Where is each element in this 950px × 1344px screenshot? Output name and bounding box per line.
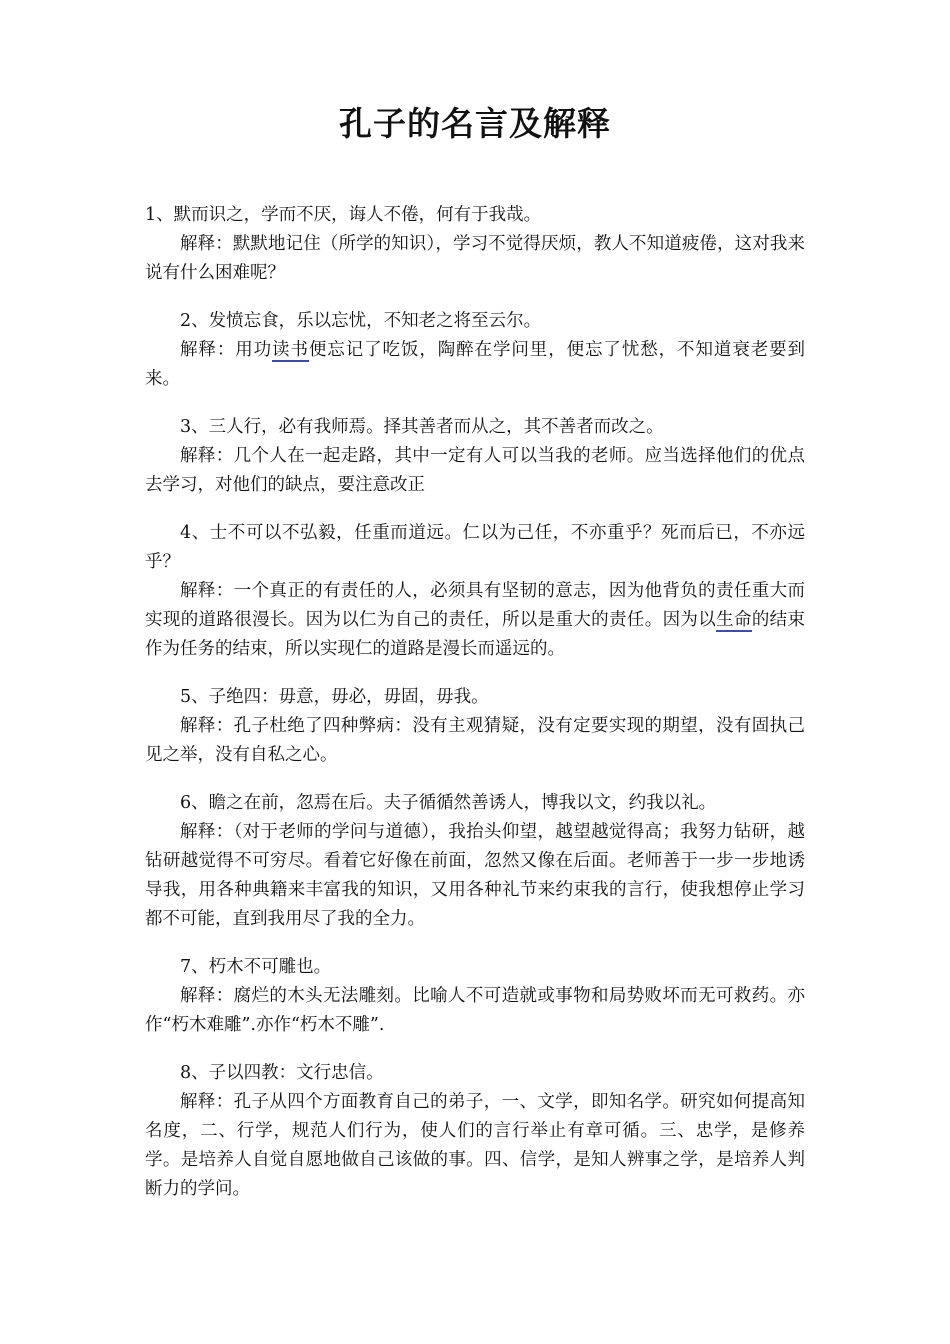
keyword-link-shengming[interactable]: 生命 <box>716 610 752 630</box>
explanation-part: 解释：用功 <box>180 340 273 360</box>
quote-entry-5 <box>145 683 805 770</box>
explanation-text: 解释：几个人在一起走路，其中一定有人可以当我的老师。应当选择他们的优点去学习，对他们的缺点，要注意改正 <box>145 446 805 495</box>
quote-entry-1 <box>145 201 805 288</box>
quote-text: 6、瞻之在前，忽焉在后。夫子循循然善诱人，博我以文，约我以礼。 <box>180 793 717 813</box>
quote-entry-8 <box>145 1059 805 1204</box>
quote-text: 4、士不可以不弘毅，任重而道远。仁以为己任，不亦重乎？死而后已，不亦远乎？ <box>145 523 805 572</box>
quote-entry-3 <box>145 413 805 500</box>
explanation-part: 的结束作为任务的结束，所以实现仁的道路是漫长而遥远的。 <box>145 610 806 659</box>
quote-text: 2、发愤忘食，乐以忘忧，不知老之将至云尔。 <box>180 311 542 331</box>
explanation-text <box>145 577 805 664</box>
explanation-part: 解释：一个真正的有责任的人，必须具有坚韧的意志，因为他背负的责任重大而实现的道路很漫长。因为以仁为自己的责任，所以是重大的责任。因为以 <box>145 581 805 630</box>
quote-text: 5、子绝四：毋意，毋必，毋固，毋我。 <box>180 687 489 707</box>
keyword-link-dushu[interactable]: 读书 <box>272 340 309 360</box>
quote-text: 7、朽木不可雕也。 <box>180 957 332 977</box>
quote-entry-4 <box>145 519 805 664</box>
explanation-text: 解释：默默地记住（所学的知识），学习不觉得厌烦，教人不知道疲倦，这对我来说有什么困难呢？ <box>145 234 805 283</box>
explanation-part: 便忘记了吃饭，陶醉在学问里，便忘了忧愁，不知道衰老要到来。 <box>145 340 806 389</box>
explanation-text: 解释：孔子杜绝了四种弊病：没有主观猜疑，没有定要实现的期望，没有固执己见之举，没有自私之心。 <box>145 716 805 765</box>
quote-text: 1、默而识之，学而不厌，诲人不倦，何有于我哉。 <box>145 205 542 225</box>
page-title: 孔子的名言及解释 <box>339 104 611 143</box>
explanation-text: 解释：腐烂的木头无法雕刻。比喻人不可造就或事物和局势败坏而无可救药。亦作“朽木难雕”.亦作“朽木不雕”. <box>145 986 805 1035</box>
explanation-text <box>145 336 805 394</box>
quote-text: 3、三人行，必有我师焉。择其善者而从之，其不善者而改之。 <box>180 417 664 437</box>
quote-entry-6 <box>145 789 805 934</box>
quotes-list <box>145 201 805 1223</box>
explanation-text: 解释：（对于老师的学问与道德），我抬头仰望，越望越觉得高；我努力钻研，越钻研越觉得不可穷尽。看着它好像在前面，忽然又像在后面。老师善于一步一步地诱导我，用各种典籍来丰富我的知识，又用各种礼节来约束我的言行，使我想停止学习都不可能，直到我用尽了我的全力。 <box>145 822 805 929</box>
quote-text: 8、子以四教：文行忠信。 <box>180 1063 384 1083</box>
quote-entry-2 <box>145 307 805 394</box>
explanation-text: 解释：孔子从四个方面教育自己的弟子，一、文学，即知名学。研究如何提高知名度，二、行学，规范人们行为，使人们的言行举止有章可循。三、忠学，是修养学。是培养人自觉自愿地做自己该做的事。四、信学，是知人辨事之学，是培养人判断力的学问。 <box>145 1092 805 1199</box>
quote-entry-7 <box>145 953 805 1040</box>
